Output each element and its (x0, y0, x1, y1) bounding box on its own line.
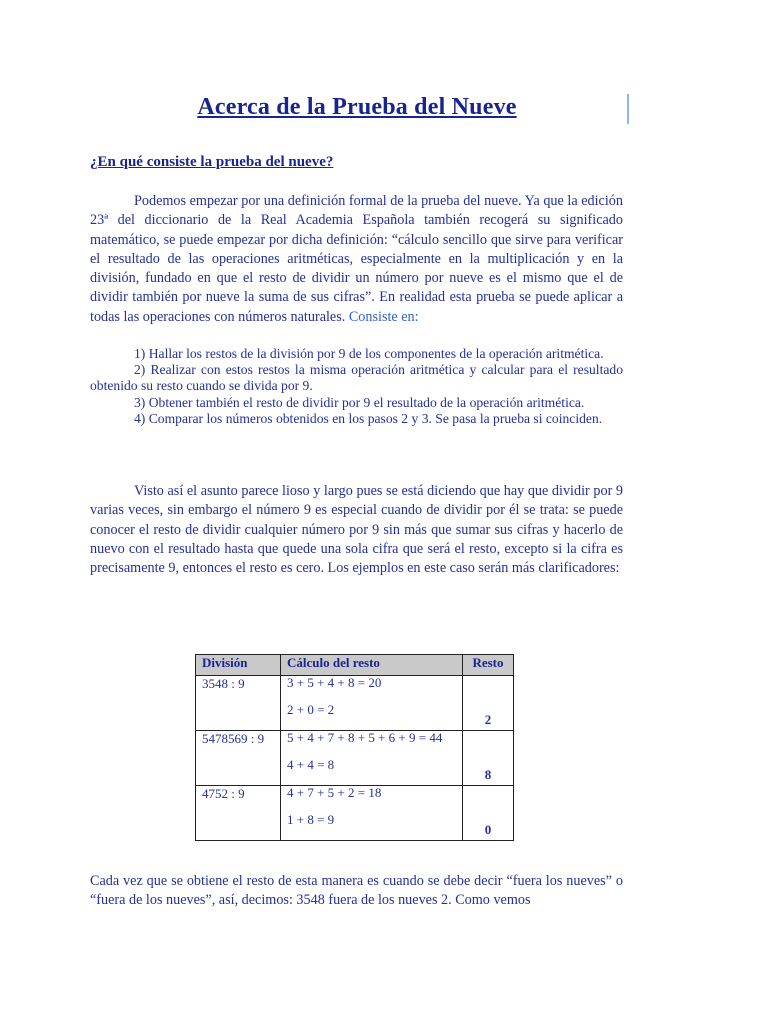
calc-cell (281, 731, 463, 786)
remainder-table (195, 654, 514, 841)
list-item: 4) Comparar los números obtenidos en los pasos 2 y 3. Se pasa la prueba si coinciden. (134, 410, 603, 426)
table-row (196, 676, 514, 731)
consiste-en-text: Consiste en: (348, 308, 419, 325)
text-cursor (627, 94, 629, 124)
resto-cell (463, 676, 514, 731)
resto-value: 0 (484, 822, 492, 837)
calc-cell (281, 676, 463, 731)
calc-line: 4 + 4 = 8 (287, 757, 335, 772)
paragraph-definition (90, 192, 623, 327)
section-heading: ¿En qué consiste la prueba del nueve? (90, 154, 334, 170)
list-item: 3) Obtener también el resto de dividir por 9 el resultado de la operación aritmética. (134, 394, 585, 410)
resto-value: 2 (484, 712, 492, 727)
calc-line: 1 + 8 = 9 (287, 812, 335, 827)
division-cell: 3548 : 9 (196, 676, 281, 731)
resto-cell (463, 731, 514, 786)
header-division: División (196, 655, 281, 676)
header-resto: Resto (463, 655, 514, 676)
paragraph-explanation-text: Visto así el asunto parece lioso y largo pues se está diciendo que hay que dividir por 9 varias veces, sin embargo el número 9 es especial cuando de dividir por él se trata: se puede conocer el resto de dividir cualquier número por 9 sin más que sumar sus cifras y hacerlo de nuevo con el resultado hasta que quede una sola cifra que será el resto, excepto si la cifra es precisamente 9, entonces el resto es cero. Los ejemplos en este caso serán más clarificadores: (90, 483, 623, 577)
resto-cell (463, 786, 514, 841)
table-row (196, 731, 514, 786)
calc-line: 3 + 5 + 4 + 8 = 20 (287, 675, 382, 690)
calc-line: 5 + 4 + 7 + 8 + 5 + 6 + 9 = 44 (287, 730, 443, 745)
list-item: 1) Hallar los restos de la división por 9 de los componentes de la operación aritmética. (134, 346, 604, 361)
paragraph-definition-text: Podemos empezar por una definición formal de la prueba del nueve. Ya que la edición 23ª del diccionario de la Real Academia Española también recogerá su significado matemático, se puede empezar por dicha definición: “cálculo sencillo que sirve para verificar el resultado de las operaciones aritméticas, especialmente en la multiplicación y en la división, fundado en que el resto de dividir un número por nueve es el mismo que el de dividir también por nueve la suma de sus cifras”. En realidad esta prueba se puede aplicar a todas las operaciones con números naturales. (90, 193, 623, 325)
table-header-row (196, 655, 514, 676)
calc-cell (281, 786, 463, 841)
paragraph-conclusion (90, 872, 623, 911)
paragraph-conclusion-text: Cada vez que se obtiene el resto de esta manera es cuando se debe decir “fuera los nueves” o “fuera de los nueves”, así, decimos: 3548 fuera de los nueves 2. Como vemos (90, 873, 623, 909)
calc-line: 4 + 7 + 5 + 2 = 18 (287, 785, 382, 800)
calc-line: 2 + 0 = 2 (287, 702, 335, 717)
list-item: 2) Realizar con estos restos la misma operación aritmética y calcular para el resultado obtenido su resto cuando se divida por 9. (90, 362, 623, 394)
document-title: Acerca de la Prueba del Nueve (197, 94, 517, 120)
steps-list (90, 346, 623, 427)
division-cell: 5478569 : 9 (196, 731, 281, 786)
paragraph-explanation (90, 482, 623, 578)
header-calculo: Cálculo del resto (281, 655, 463, 676)
division-cell: 4752 : 9 (196, 786, 281, 841)
resto-value: 8 (484, 767, 492, 782)
table-row (196, 786, 514, 841)
